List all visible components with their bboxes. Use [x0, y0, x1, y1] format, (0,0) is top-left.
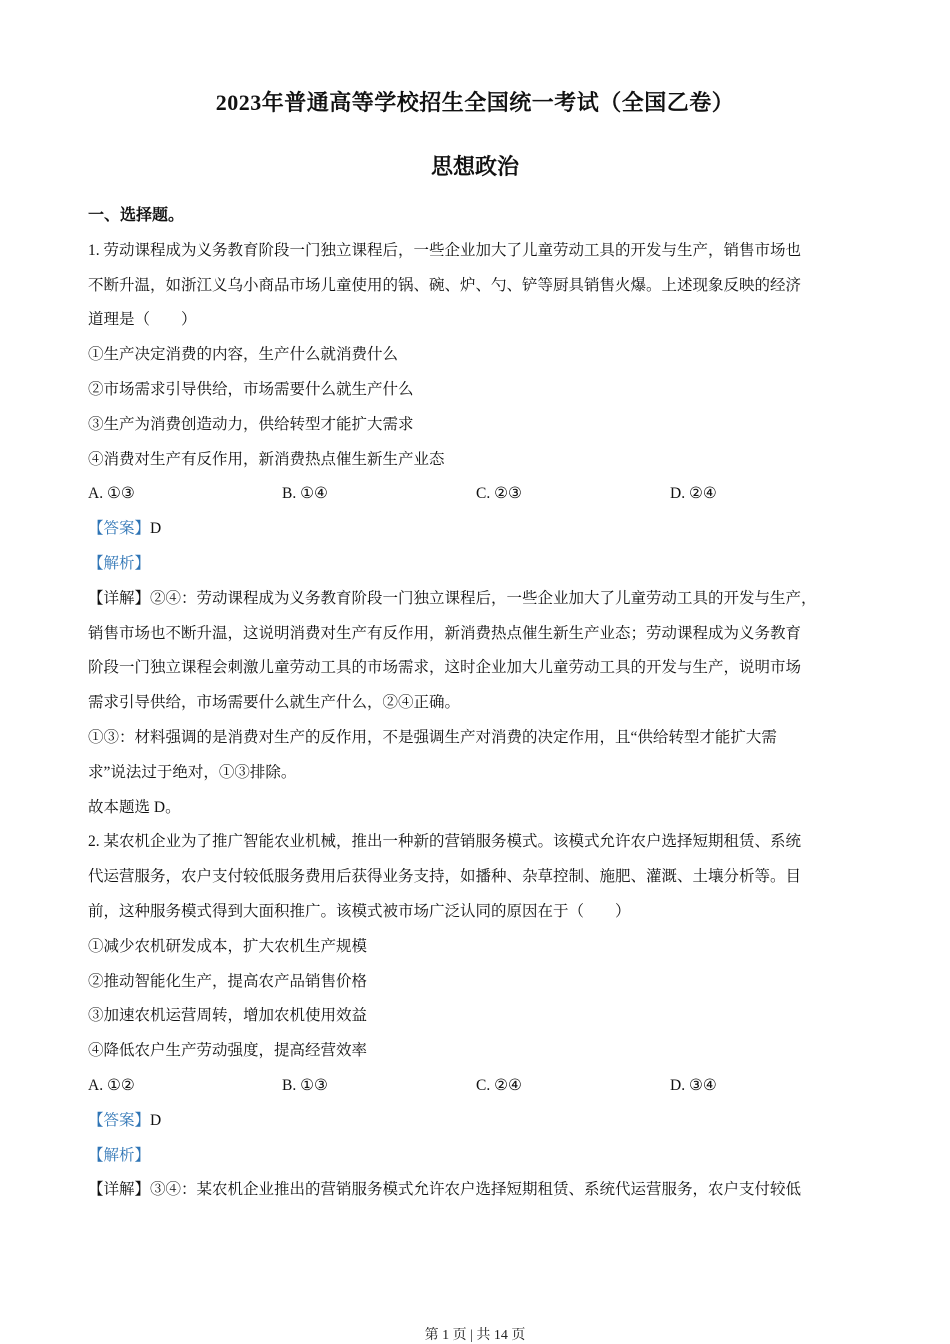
answer-options [88, 1074, 868, 1109]
detail-text: ③④：某农机企业推出的营销服务模式允许农户选择短期租赁、系统代运营服务，农户支付较低 [150, 1181, 802, 1199]
statement: ③加速农机运营周转，增加农机使用效益 [88, 1007, 368, 1025]
answer-line [88, 517, 868, 552]
option-b: B. ①④ [282, 485, 328, 503]
detail-line: ①③：材料强调的是消费对生产的反作用，不是强调生产对消费的决定作用，且“供给转型才能扩大需 [88, 728, 777, 746]
answer-value: D [150, 520, 162, 538]
exam-title: 2023年普通高等学校招生全国统一考试（全国乙卷） [215, 90, 735, 115]
detail-line: 需求引导供给，市场需要什么就生产什么，②④正确。 [88, 694, 461, 712]
detail-line: 阶段一门独立课程会刺激儿童劳动工具的市场需求，这时企业加大儿童劳动工具的开发与生产，说明市场 [88, 659, 802, 677]
detail-line [88, 587, 868, 622]
statement: ③生产为消费创造动力，供给转型才能扩大需求 [88, 415, 414, 433]
statement: ①生产决定消费的内容，生产什么就消费什么 [88, 346, 399, 364]
question-stem-line: 1. 劳动课程成为义务教育阶段一门独立课程后，一些企业加大了儿童劳动工具的开发与生产，销售市场也 [88, 241, 802, 259]
analysis-line [88, 1144, 868, 1179]
detail-line [88, 1178, 868, 1213]
page-content [88, 204, 868, 1213]
question-stem-line: 前，这种服务模式得到大面积推广。该模式被市场广泛认同的原因在于（ ） [88, 902, 631, 920]
detail-text: ②④：劳动课程成为义务教育阶段一门独立课程后，一些企业加大了儿童劳动工具的开发与生产， [150, 589, 817, 607]
option-d: D. ③④ [670, 1076, 717, 1094]
statement: ④消费对生产有反作用，新消费热点催生新生产业态 [88, 450, 445, 468]
statement: ②推动智能化生产，提高农产品销售价格 [88, 972, 368, 990]
analysis-label: 【解析】 [88, 1146, 151, 1164]
statement: ②市场需求引导供给，市场需要什么就生产什么 [88, 380, 414, 398]
statement: ④降低农户生产劳动强度，提高经营效率 [88, 1042, 368, 1060]
detail-line: 销售市场也不断升温，这说明消费对生产有反作用，新消费热点催生新生产业态；劳动课程成为义务教育 [88, 624, 802, 642]
answer-line [88, 1109, 868, 1144]
option-c: C. ②④ [476, 1076, 522, 1094]
detail-line: 故本题选 D。 [88, 798, 181, 816]
question-2 [88, 830, 868, 1213]
detail-label: 【详解】 [88, 589, 151, 607]
analysis-line [88, 552, 868, 587]
question-stem-line: 道理是（ ） [88, 311, 197, 329]
option-a: A. ①③ [88, 485, 135, 503]
page-footer: 第 1 页 | 共 14 页 [424, 1328, 526, 1343]
option-b: B. ①③ [282, 1076, 328, 1094]
question-stem-line: 不断升温，如浙江义乌小商品市场儿童使用的锅、碗、炉、勺、铲等厨具销售火爆。上述现象反映的经济 [88, 276, 802, 294]
detail-label: 【详解】 [88, 1181, 151, 1199]
option-a: A. ①② [88, 1076, 135, 1094]
subject-title: 思想政治 [430, 154, 519, 179]
analysis-label: 【解析】 [88, 554, 151, 572]
answer-label: 【答案】 [88, 1111, 151, 1129]
statement: ①减少农机研发成本，扩大农机生产规模 [88, 937, 368, 955]
answer-label: 【答案】 [88, 520, 151, 538]
option-d: D. ②④ [670, 485, 717, 503]
detail-line: 求”说法过于绝对，①③排除。 [88, 763, 297, 781]
section-heading: 一、选择题。 [88, 207, 185, 224]
question-1 [88, 239, 868, 831]
answer-value: D [150, 1111, 162, 1129]
answer-options [88, 482, 868, 517]
option-c: C. ②③ [476, 485, 522, 503]
question-stem-line: 2. 某农机企业为了推广智能农业机械，推出一种新的营销服务模式。该模式允许农户选择短期租赁、系统 [88, 833, 802, 851]
question-stem-line: 代运营服务，农户支付较低服务费用后获得业务支持，如播种、杂草控制、施肥、灌溉、土壤分析等。目 [88, 868, 802, 886]
